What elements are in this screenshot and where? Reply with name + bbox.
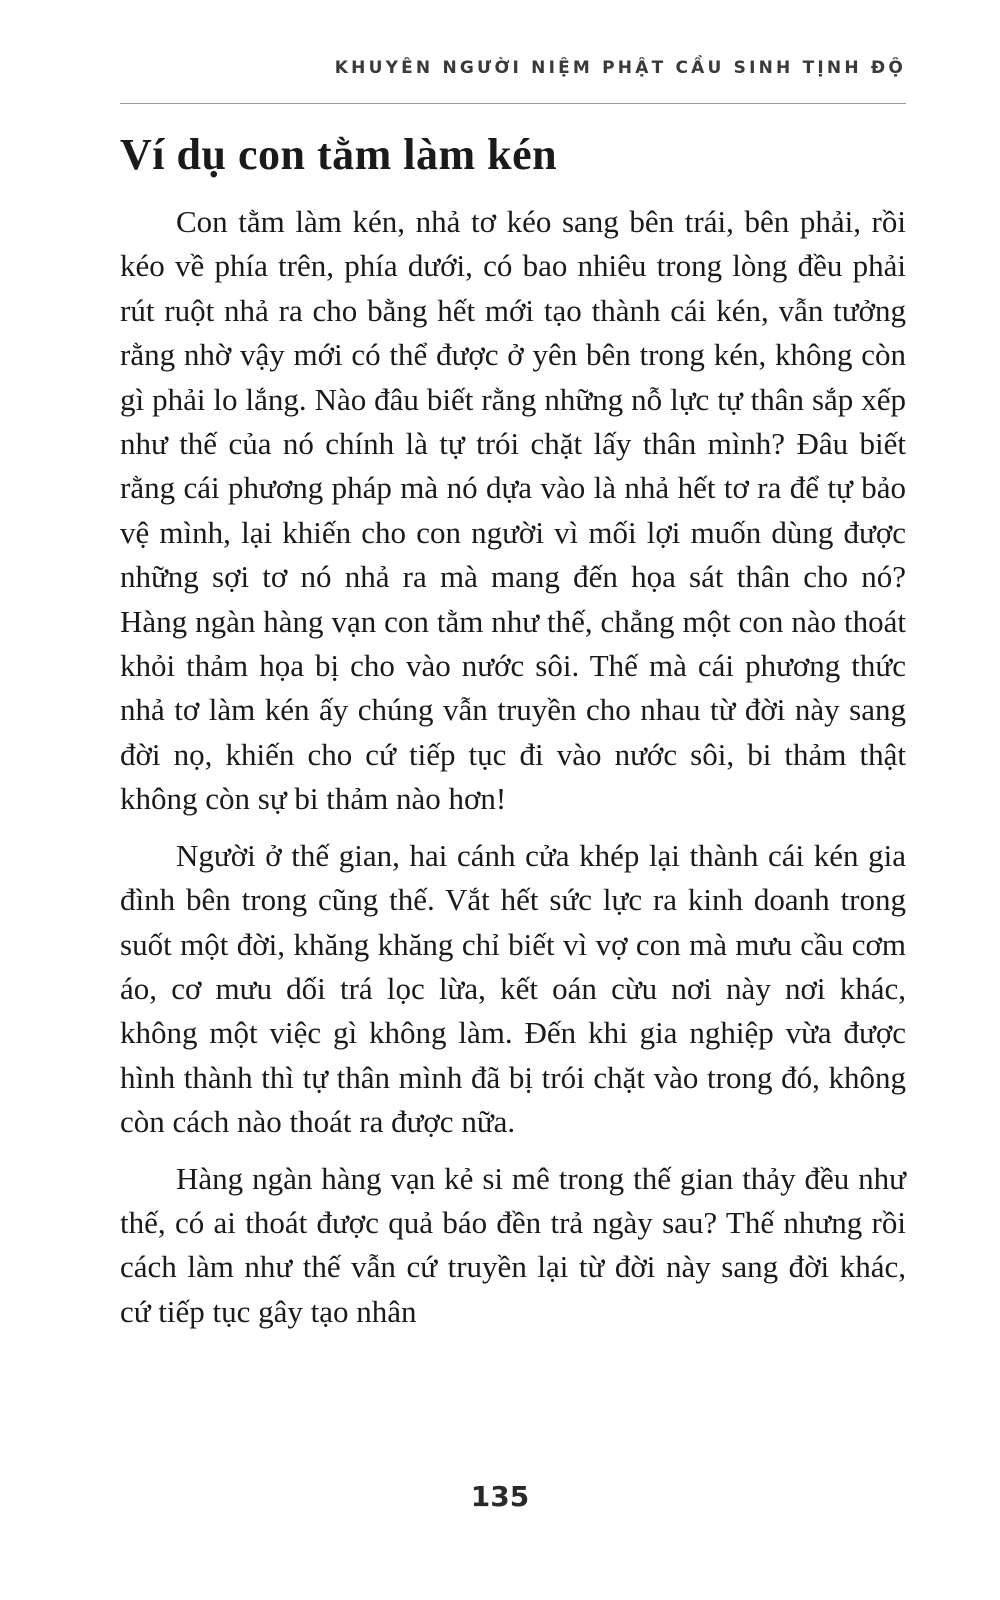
page-content [120, 128, 906, 1346]
paragraph-2: Người ở thế gian, hai cánh cửa khép lại thành cái kén gia đình bên trong cũng thế. Vắt hết sức lực ra kinh doanh trong suốt một đời, khăng khăng chỉ biết vì vợ con mà mưu cầu cơm áo, cơ mưu dối trá lọc lừa, kết oán cừu nơi này nơi khác, không một việc gì không làm. Đến khi gia nghiệp vừa được hình thành thì tự thân mình đã bị trói chặt vào trong đó, không còn cách nào thoát ra được nữa. [120, 837, 906, 1140]
section-title: Ví dụ con tằm làm kén [120, 130, 558, 179]
header-divider [120, 103, 906, 104]
running-header: KHUYÊN NGƯỜI NIỆM PHẬT CẦU SINH TỊNH ĐỘ [334, 58, 906, 78]
page-number: 135 [470, 1480, 530, 1513]
paragraph-1: Con tằm làm kén, nhả tơ kéo sang bên trái, bên phải, rồi kéo về phía trên, phía dưới, có bao nhiêu trong lòng đều phải rút ruột nhả ra cho bằng hết mới tạo thành cái kén, vẫn tưởng rằng nhờ vậy mới có thể được ở yên bên trong kén, không còn gì phải lo lắng. Nào đâu biết rằng những nỗ lực tự thân sắp xếp như thế của nó chính là tự trói chặt lấy thân mình? Đâu biết rằng cái phương pháp mà nó dựa vào là nhả hết tơ ra để tự bảo vệ mình, lại khiến cho con người vì mối lợi muốn dùng được những sợi tơ nó nhả ra mà mang đến họa sát thân cho nó? Hàng ngàn hàng vạn con tằm như thế, chẳng một con nào thoát khỏi thảm họa bị cho vào nước sôi. Thế mà cái phương thức nhả tơ làm kén ấy chúng vẫn truyền cho nhau từ đời này sang đời nọ, khiến cho cứ tiếp tục đi vào nước sôi, bi thảm thật không còn sự bi thảm nào hơn! [120, 204, 906, 817]
paragraph-3: Hàng ngàn hàng vạn kẻ si mê trong thế gian thảy đều như thế, có ai thoát được quả báo đền trả ngày sau? Thế nhưng rồi cách làm như thế vẫn cứ truyền lại từ đời này sang đời khác, cứ tiếp tục gây tạo nhân [120, 1160, 906, 1329]
